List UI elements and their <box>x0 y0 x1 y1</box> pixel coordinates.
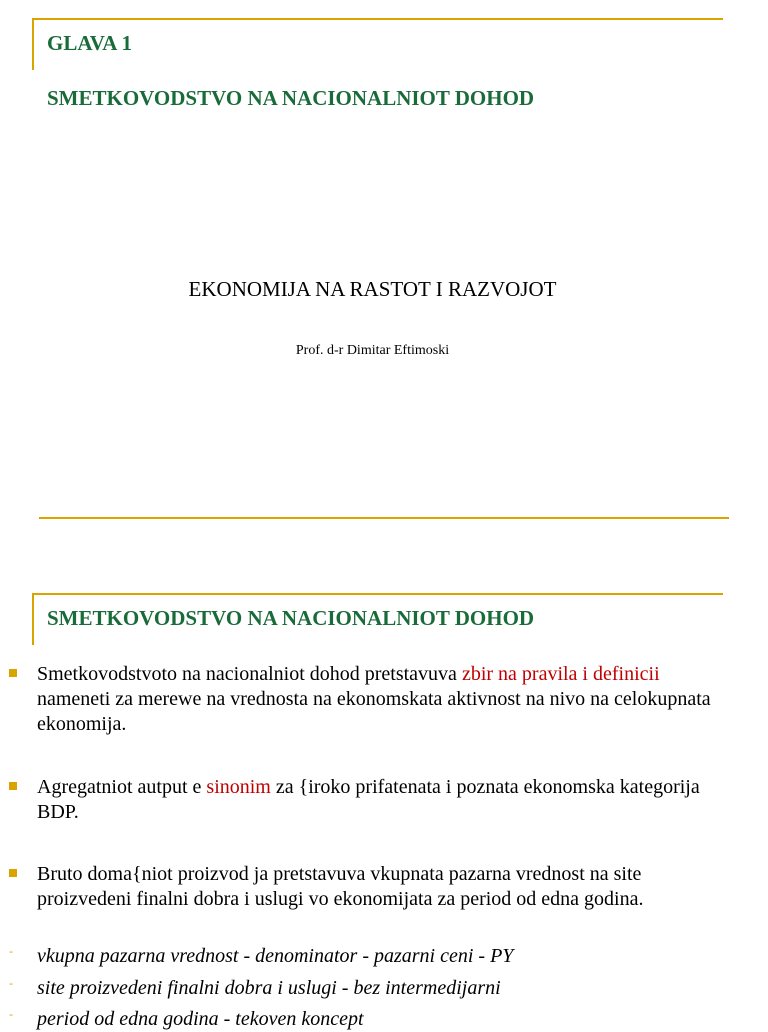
square-bullet-icon <box>9 869 17 877</box>
content-slide <box>0 575 768 1030</box>
bullet-text: Bruto doma{niot proizvod ja pretstavuva vkupnata pazarna vrednost na site proizvedeni finalni dobra i uslugi vo ekonomijata za period od edna godina. <box>37 863 644 910</box>
sub-item-text: vkupna pazarna vrednost - denominator - pazarni ceni - PY <box>37 945 514 967</box>
left-rule <box>32 593 34 645</box>
highlighted-term: zbir na pravila i definicii <box>461 663 660 685</box>
bullet-text: Smetkovodstvoto na nacionalniot dohod pretstavuva zbir na pravila i definicii nameneti za merewe na vrednosta na ekonomskata aktivnost na nivo na celokupnata ekonomija. <box>37 663 711 735</box>
dash-bullet-icon: - <box>9 1007 13 1021</box>
dash-bullet-icon: - <box>9 976 13 990</box>
slide-heading: SMETKOVODSTVO NA NACIONALNIOT DOHOD <box>47 606 535 630</box>
dash-bullet-icon: - <box>9 944 13 958</box>
square-bullet-icon <box>9 782 17 790</box>
left-rule <box>32 18 34 70</box>
course-title: EKONOMIJA NA RASTOT I RAZVOJOT <box>188 277 557 301</box>
sub-item-text: site proizvedeni finalni dobra i uslugi - bez intermedijarni <box>37 977 501 999</box>
slide-heading: SMETKOVODSTVO NA NACIONALNIOT DOHOD <box>47 86 535 110</box>
bullet-text: Agregatniot autput e sinonim za {iroko prifatenata i poznata ekonomska kategorija BDP. <box>37 776 700 823</box>
bottom-rule <box>39 517 729 519</box>
author-name: Prof. d-r Dimitar Eftimoski <box>295 343 450 358</box>
top-rule <box>32 18 723 20</box>
sub-item-text: period od edna godina - tekoven koncept <box>37 1008 364 1030</box>
highlighted-term: sinonim <box>206 776 271 798</box>
top-rule <box>32 593 723 595</box>
square-bullet-icon <box>9 669 17 677</box>
chapter-label: GLAVA 1 <box>47 31 133 55</box>
